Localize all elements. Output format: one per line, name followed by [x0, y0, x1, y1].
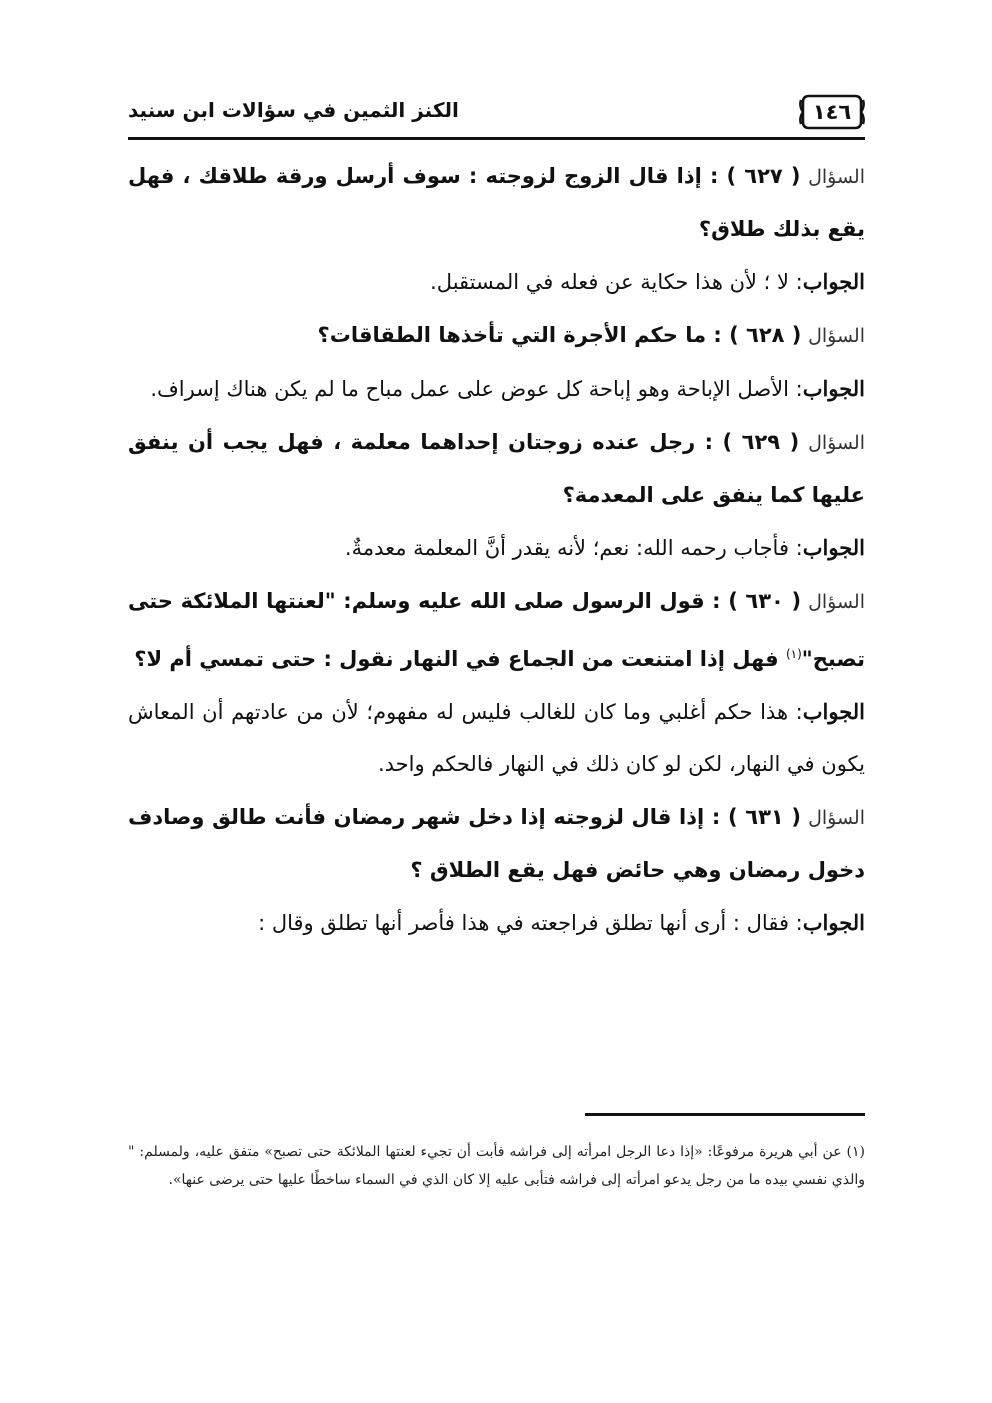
question-label: السؤال [808, 591, 865, 613]
question-label: السؤال [808, 166, 865, 188]
question-627 [128, 150, 865, 255]
footnote-marker[interactable]: (١) [785, 647, 802, 661]
page-number: ١٤٦ [812, 100, 852, 124]
answer-text: : لا ؛ لأن هذا حكاية عن فعله في المستقبل. [430, 270, 803, 294]
footnote: (١) عن أبي هريرة مرفوعًا: «إذا دعا الرجل امرأته إلى فراشه فأبت أن تجيء لعنتها الملائكة حتى تصبح» متفق عليه، ولمسلم: " والذي نفسي بيده ما من رجل يدعو امرأته إلى فراشه فتأبى عليه إلا كان الذي في السماء ساخطًا عليها حتى يرضى عنها». [128, 1144, 865, 1188]
page-header [128, 86, 865, 138]
answer-label: الجواب [802, 535, 865, 560]
question-628 [128, 309, 865, 362]
answer-629 [128, 522, 865, 574]
answer-628 [128, 363, 865, 415]
question-630 [128, 575, 865, 685]
answer-630 [128, 686, 865, 790]
question-629 [128, 416, 865, 521]
running-title: الكنز الثمين في سؤالات ابن سنيد [128, 98, 459, 122]
question-text: ( ٦٢٨ ) : ما حكم الأجرة التي تأخذها الطقاقات؟ [317, 323, 802, 347]
answer-text: : الأصل الإباحة وهو إباحة كل عوض على عمل مباح ما لم يكن هناك إسراف. [150, 377, 803, 401]
question-631 [128, 791, 865, 896]
answer-label: الجواب [802, 699, 865, 724]
question-label: السؤال [808, 807, 865, 829]
question-text: ( ٦٢٧ ) : إذا قال الزوج لزوجته : سوف أرسل ورقة طلاقك ، فهل يقع بذلك طلاق؟ [128, 164, 865, 241]
question-label: السؤال [808, 432, 865, 454]
question-text-continued: فهل إذا امتنعت من الجماع في النهار نقول : حتى تمسي أم لا؟ [134, 647, 786, 671]
answer-627 [128, 256, 865, 308]
question-label: السؤال [808, 325, 865, 347]
answer-text: : فأجاب رحمه الله: نعم؛ لأنه يقدر أنَّ المعلمة معدمةٌ. [344, 536, 803, 560]
answer-label: الجواب [802, 376, 865, 401]
answer-631 [128, 897, 865, 949]
question-text: ( ٦٣٠ ) : قول الرسول صلى الله عليه وسلم: "لعنتها الملائكة حتى تصبح" [128, 589, 865, 671]
page-body [128, 150, 865, 950]
question-text: ( ٦٣١ ) : إذا قال لزوجته إذا دخل شهر رمضان فأنت طالق وصادف دخول رمضان وهي حائض فهل يقع الطلاق ؟ [128, 805, 865, 882]
answer-text: : هذا حكم أغلبي وما كان للغالب فليس له مفهوم؛ لأن من عادتهم أن المعاش يكون في النهار، لكن لو كان ذلك في النهار فالحكم واحد. [128, 700, 865, 776]
answer-text: : فقال : أرى أنها تطلق فراجعته في هذا فأصر أنها تطلق وقال : [258, 911, 803, 935]
answer-label: الجواب [802, 910, 865, 935]
header-rule [128, 137, 865, 140]
question-text: ( ٦٢٩ ) : رجل عنده زوجتان إحداهما معلمة ، فهل يجب أن ينفق عليها كما ينفق على المعدمة؟ [128, 430, 865, 507]
footnote-rule [585, 1113, 865, 1116]
answer-label: الجواب [802, 269, 865, 294]
page-number-badge [799, 92, 865, 132]
